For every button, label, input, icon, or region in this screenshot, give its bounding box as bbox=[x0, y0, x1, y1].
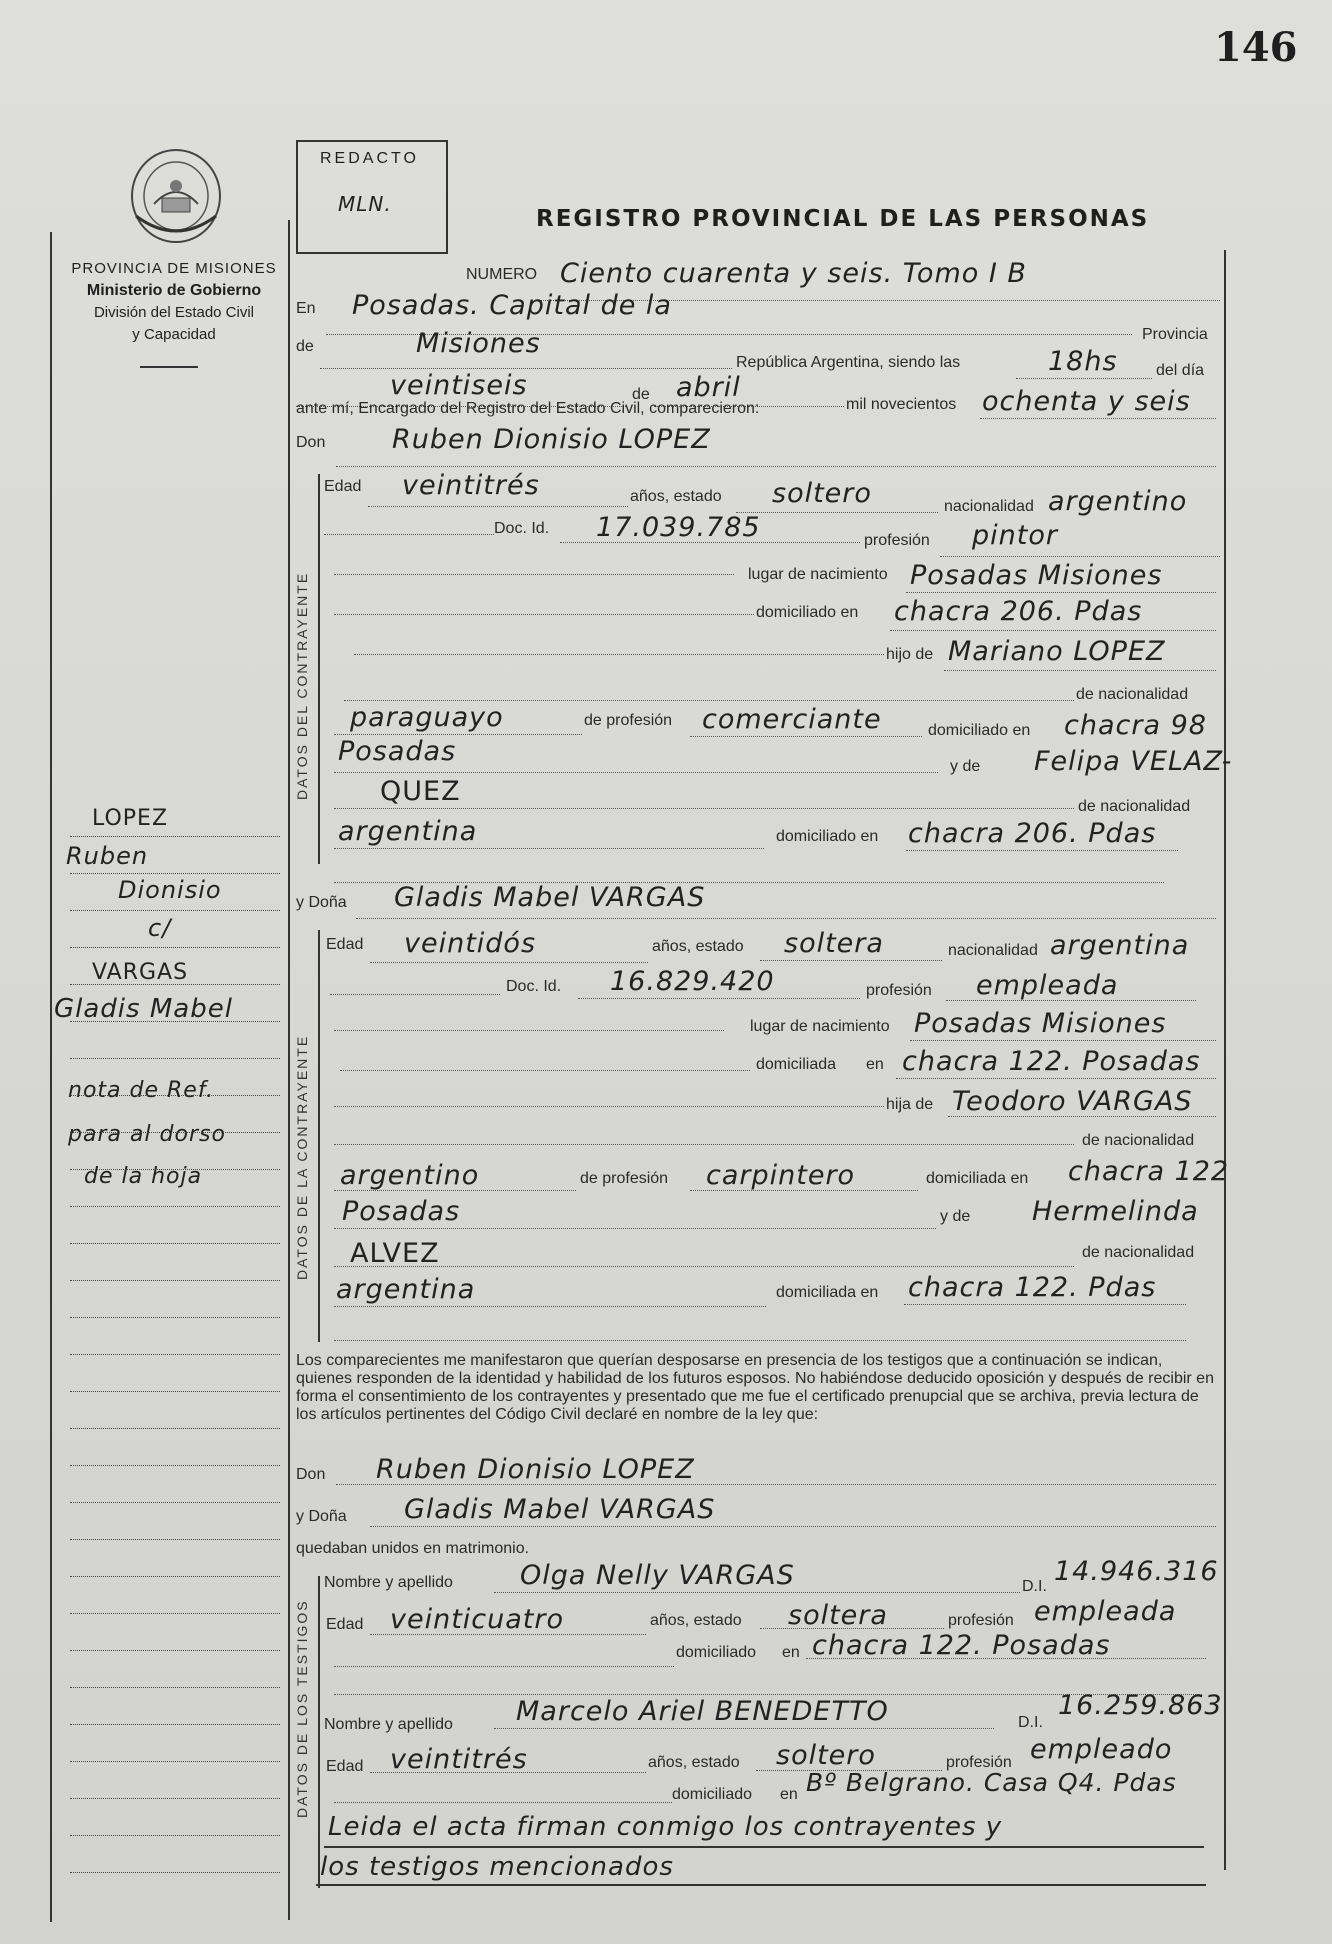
numero-label: NUMERO bbox=[466, 266, 538, 283]
margin-ruled-line bbox=[70, 910, 280, 911]
t2-edad: veintitrés bbox=[390, 1744, 528, 1775]
c-de-nacionalidad: de nacionalidad bbox=[1076, 686, 1189, 703]
t1-domiciliado-label: domiciliado bbox=[676, 1644, 757, 1661]
c-anos-estado: años, estado bbox=[630, 488, 722, 505]
t1-nombre-label: Nombre y apellido bbox=[324, 1574, 453, 1591]
f-doc-value: 16.829.420 bbox=[610, 966, 775, 997]
c-domicilio-value: chacra 206. Pdas bbox=[894, 596, 1143, 627]
margin-ruled-line bbox=[70, 1428, 280, 1429]
margin-note-2: para al dorso bbox=[68, 1122, 226, 1147]
f-padre-prof: carpintero bbox=[706, 1160, 856, 1191]
t2-domiciliado-label: domiciliado bbox=[672, 1786, 753, 1803]
c-edad-label: Edad bbox=[324, 478, 362, 495]
provincia-label: Provincia bbox=[1142, 326, 1208, 343]
c-nacionalidad-value: argentino bbox=[1048, 486, 1188, 517]
margin-ruled-line bbox=[70, 1317, 280, 1318]
ministry-heading: Ministerio de Gobierno bbox=[86, 282, 262, 299]
c-domicilio-label: domiciliado en bbox=[756, 604, 859, 621]
c-madre-dom-label: domiciliado en bbox=[776, 828, 879, 845]
seal-emblem bbox=[126, 146, 226, 246]
province-heading: PROVINCIA DE MISIONES bbox=[71, 260, 277, 277]
c-padre-prof: comerciante bbox=[702, 704, 882, 735]
c-lugar-value: Posadas Misiones bbox=[910, 560, 1163, 591]
t1-estado: soltera bbox=[788, 1600, 888, 1631]
legal-paragraph: Los comparecientes me manifestaron que querían desposarse en presencia de los testigos que a continuación se indican, quienes responden de la identidad y habilidad de los futuros esposos. No habiéndose deducido oposición y después de recibir en forma el consentimiento de los contrayentes y presentado que me fue el certificado prenupcial que se archiva, previa lectura de los artículos pertinentes del Código Civil declaré en nombre de la ley que: bbox=[296, 1352, 1214, 1423]
don-label: Don bbox=[296, 434, 326, 451]
c-madre-nac: argentina bbox=[338, 816, 478, 847]
dona2-label: y Doña bbox=[296, 1508, 347, 1525]
closing-line-2: los testigos mencionados bbox=[320, 1852, 674, 1882]
don2-value: Ruben Dionisio LOPEZ bbox=[376, 1454, 695, 1485]
don-value: Ruben Dionisio LOPEZ bbox=[392, 424, 711, 455]
f-padre-nac: argentino bbox=[340, 1160, 480, 1191]
en-value: Posadas. Capital de la bbox=[352, 290, 672, 321]
c-padre-value: Mariano LOPEZ bbox=[948, 636, 1166, 667]
page-number: 146 bbox=[1214, 24, 1298, 71]
f-domicilio-value: chacra 122. Posadas bbox=[902, 1046, 1201, 1077]
republica-text: República Argentina, siendo las bbox=[736, 354, 961, 371]
f-edad-value: veintidós bbox=[404, 928, 537, 959]
c-hijo-label: hijo de bbox=[886, 646, 934, 663]
dona2-value: Gladis Mabel VARGAS bbox=[404, 1494, 716, 1525]
f-padre-dom2: Posadas bbox=[342, 1196, 461, 1227]
redacto-label: REDACTO bbox=[320, 150, 419, 167]
f-padre-dom: chacra 122 bbox=[1068, 1156, 1230, 1187]
t1-anos-estado: años, estado bbox=[650, 1612, 742, 1629]
t2-di: 16.259.863 bbox=[1058, 1690, 1223, 1721]
c-doc-value: 17.039.785 bbox=[596, 512, 761, 543]
f-madre2: ALVEZ bbox=[350, 1238, 440, 1269]
t2-nombre: Marcelo Ariel BENEDETTO bbox=[516, 1696, 889, 1727]
c-nacionalidad-label: nacionalidad bbox=[944, 498, 1034, 515]
c-madre-dom: chacra 206. Pdas bbox=[908, 818, 1157, 849]
t1-profesion-label: profesión bbox=[948, 1612, 1014, 1629]
margin-ruled-line bbox=[70, 1465, 280, 1466]
f-de-profesion: de profesión bbox=[580, 1170, 669, 1187]
margin-ruled-line bbox=[70, 836, 280, 837]
f-madre-dom: chacra 122. Pdas bbox=[908, 1272, 1157, 1303]
de-label: de bbox=[296, 338, 314, 355]
margin-ruled-line bbox=[70, 1169, 280, 1170]
margin-ruled-line bbox=[70, 1835, 280, 1836]
contrayenta-bracket bbox=[318, 930, 320, 1342]
f-padre-dom-label: domiciliada en bbox=[926, 1170, 1029, 1187]
document-title: REGISTRO PROVINCIAL DE LAS PERSONAS bbox=[536, 206, 1150, 232]
margin-connector: c/ bbox=[148, 914, 172, 942]
margin-ruled-line bbox=[70, 1687, 280, 1688]
margin-ruled-line bbox=[70, 1724, 280, 1725]
t1-profesion: empleada bbox=[1034, 1596, 1177, 1627]
t1-edad: veinticuatro bbox=[390, 1604, 564, 1635]
c-padre-dom2: Posadas bbox=[338, 736, 457, 767]
f-padre-value: Teodoro VARGAS bbox=[952, 1086, 1193, 1117]
t2-estado: soltero bbox=[776, 1740, 876, 1771]
anio-value: ochenta y seis bbox=[982, 386, 1191, 417]
c-doc-label: Doc. Id. bbox=[494, 520, 550, 537]
margin-ruled-line bbox=[70, 1650, 280, 1651]
margin-border bbox=[50, 232, 52, 1922]
margin-ruled-line bbox=[70, 1095, 280, 1096]
dona-value: Gladis Mabel VARGAS bbox=[394, 882, 706, 913]
contrayente-bracket bbox=[318, 474, 320, 864]
f-profesion-value: empleada bbox=[976, 970, 1119, 1001]
margin-ruled-line bbox=[70, 984, 280, 985]
t2-edad-label: Edad bbox=[326, 1758, 364, 1775]
margin-ruled-line bbox=[70, 1243, 280, 1244]
margin-ruled-line bbox=[70, 1539, 280, 1540]
t1-nombre: Olga Nelly VARGAS bbox=[520, 1560, 795, 1591]
t1-di: 14.946.316 bbox=[1054, 1556, 1219, 1587]
c-edad-value: veintitrés bbox=[402, 470, 540, 501]
margin-note-3: de la hoja bbox=[84, 1164, 203, 1189]
t2-profesion: empleado bbox=[1030, 1734, 1173, 1765]
en-label: En bbox=[296, 300, 316, 317]
f-y-de: y de bbox=[940, 1208, 971, 1225]
c-padre-dom: chacra 98 bbox=[1064, 710, 1207, 741]
c-lugar-label: lugar de nacimiento bbox=[748, 566, 888, 583]
t1-domicilio: chacra 122. Posadas bbox=[812, 1630, 1111, 1661]
c-madre-de-nacionalidad: de nacionalidad bbox=[1078, 798, 1191, 815]
margin-ruled-line bbox=[70, 1502, 280, 1503]
c-estado-value: soltero bbox=[772, 478, 872, 509]
f-lugar-value: Posadas Misiones bbox=[914, 1008, 1167, 1039]
closing-line-1: Leida el acta firman conmigo los contrayentes y bbox=[328, 1812, 1003, 1842]
contrayenta-vertical-label: DATOS DE LA CONTRAYENTE bbox=[294, 1034, 310, 1280]
margin-surname-2: VARGAS bbox=[92, 960, 189, 985]
f-hija-label: hija de bbox=[886, 1096, 934, 1113]
margin-ruled-line bbox=[70, 1058, 280, 1059]
f-nacionalidad-value: argentina bbox=[1050, 930, 1190, 961]
c-madre2: QUEZ bbox=[380, 776, 461, 807]
t2-nombre-label: Nombre y apellido bbox=[324, 1716, 453, 1733]
column-divider bbox=[288, 220, 290, 1920]
contrayente-vertical-label: DATOS DEL CONTRAYENTE bbox=[294, 571, 310, 800]
margin-ruled-line bbox=[70, 1280, 280, 1281]
numero-value: Ciento cuarenta y seis. Tomo I B bbox=[560, 258, 1027, 289]
c-y-de: y de bbox=[950, 758, 981, 775]
de-value: Misiones bbox=[416, 328, 541, 359]
margin-surname-1: LOPEZ bbox=[92, 806, 169, 831]
mes-value: abril bbox=[676, 372, 741, 403]
margin-name-1: Ruben bbox=[66, 842, 149, 870]
f-lugar-label: lugar de nacimiento bbox=[750, 1018, 890, 1035]
f-madre: Hermelinda bbox=[1032, 1196, 1199, 1227]
f-anos-estado: años, estado bbox=[652, 938, 744, 955]
dona-label: y Doña bbox=[296, 894, 347, 911]
c-padre-nac: paraguayo bbox=[350, 702, 504, 733]
margin-ruled-line bbox=[70, 1798, 280, 1799]
division-heading: División del Estado Civil bbox=[93, 304, 255, 321]
redacto-box bbox=[296, 140, 448, 254]
f-estado-value: soltera bbox=[784, 928, 884, 959]
c-profesion-value: pintor bbox=[972, 520, 1058, 551]
margin-name-2: Dionisio bbox=[118, 876, 222, 904]
t1-edad-label: Edad bbox=[326, 1616, 364, 1633]
testigos-vertical-label: DATOS DE LOS TESTIGOS bbox=[294, 1599, 310, 1818]
t2-en-label: en bbox=[780, 1786, 798, 1803]
don2-label: Don bbox=[296, 1466, 326, 1483]
right-border bbox=[1224, 250, 1226, 1870]
testigos-bracket bbox=[318, 1576, 320, 1888]
c-profesion-label: profesión bbox=[864, 532, 930, 549]
t2-anos-estado: años, estado bbox=[648, 1754, 740, 1771]
quedaban-text: quedaban unidos en matrimonio. bbox=[296, 1540, 530, 1557]
f-madre-dom-label: domiciliada en bbox=[776, 1284, 879, 1301]
de-mes-label: de bbox=[632, 386, 650, 403]
margin-ruled-line bbox=[70, 1391, 280, 1392]
margin-ruled-line bbox=[70, 1206, 280, 1207]
header-divider bbox=[140, 366, 198, 368]
margin-ruled-line bbox=[70, 947, 280, 948]
f-doc-label: Doc. Id. bbox=[506, 978, 562, 995]
t1-di-label: D.I. bbox=[1022, 1578, 1047, 1595]
margin-ruled-line bbox=[70, 1021, 280, 1022]
margin-ruled-line bbox=[70, 1761, 280, 1762]
margin-ruled-line bbox=[70, 1132, 280, 1133]
f-edad-label: Edad bbox=[326, 936, 364, 953]
closing-underline-1 bbox=[324, 1846, 1204, 1848]
t2-profesion-label: profesión bbox=[946, 1754, 1012, 1771]
f-profesion-label: profesión bbox=[866, 982, 932, 999]
margin-note-1: nota de Ref. bbox=[68, 1078, 215, 1103]
f-de-nacionalidad: de nacionalidad bbox=[1082, 1132, 1195, 1149]
f-madre-de-nacionalidad: de nacionalidad bbox=[1082, 1244, 1195, 1261]
c-de-profesion: de profesión bbox=[584, 712, 673, 729]
margin-ruled-line bbox=[70, 873, 280, 874]
c-madre: Felipa VELAZ- bbox=[1034, 746, 1233, 777]
f-madre-nac: argentina bbox=[336, 1274, 476, 1305]
t2-di-label: D.I. bbox=[1018, 1714, 1043, 1731]
ante-mi-text: ante mí, Encargado del Registro del Estado Civil, comparecieron: bbox=[296, 400, 760, 417]
del-dia-label: del día bbox=[1156, 362, 1205, 379]
margin-ruled-line bbox=[70, 1613, 280, 1614]
t2-domicilio: Bº Belgrano. Casa Q4. Pdas bbox=[806, 1768, 1177, 1797]
dia-value: veintiseis bbox=[390, 370, 528, 401]
t1-en-label: en bbox=[782, 1644, 800, 1661]
hora-value: 18hs bbox=[1048, 346, 1118, 377]
margin-ruled-line bbox=[70, 1576, 280, 1577]
closing-underline-2 bbox=[316, 1884, 1206, 1886]
c-padre-dom-label: domiciliado en bbox=[928, 722, 1031, 739]
capacity-heading: y Capacidad bbox=[132, 326, 216, 343]
f-nacionalidad-label: nacionalidad bbox=[948, 942, 1038, 959]
margin-ruled-line bbox=[70, 1872, 280, 1873]
f-en-label: en bbox=[866, 1056, 884, 1073]
mil-novecientos-label: mil novecientos bbox=[846, 396, 957, 413]
redacto-value: MLN. bbox=[338, 192, 392, 216]
margin-name-3: Gladis Mabel bbox=[54, 994, 233, 1024]
f-domiciliada-label: domiciliada bbox=[756, 1056, 837, 1073]
margin-ruled-line bbox=[70, 1354, 280, 1355]
